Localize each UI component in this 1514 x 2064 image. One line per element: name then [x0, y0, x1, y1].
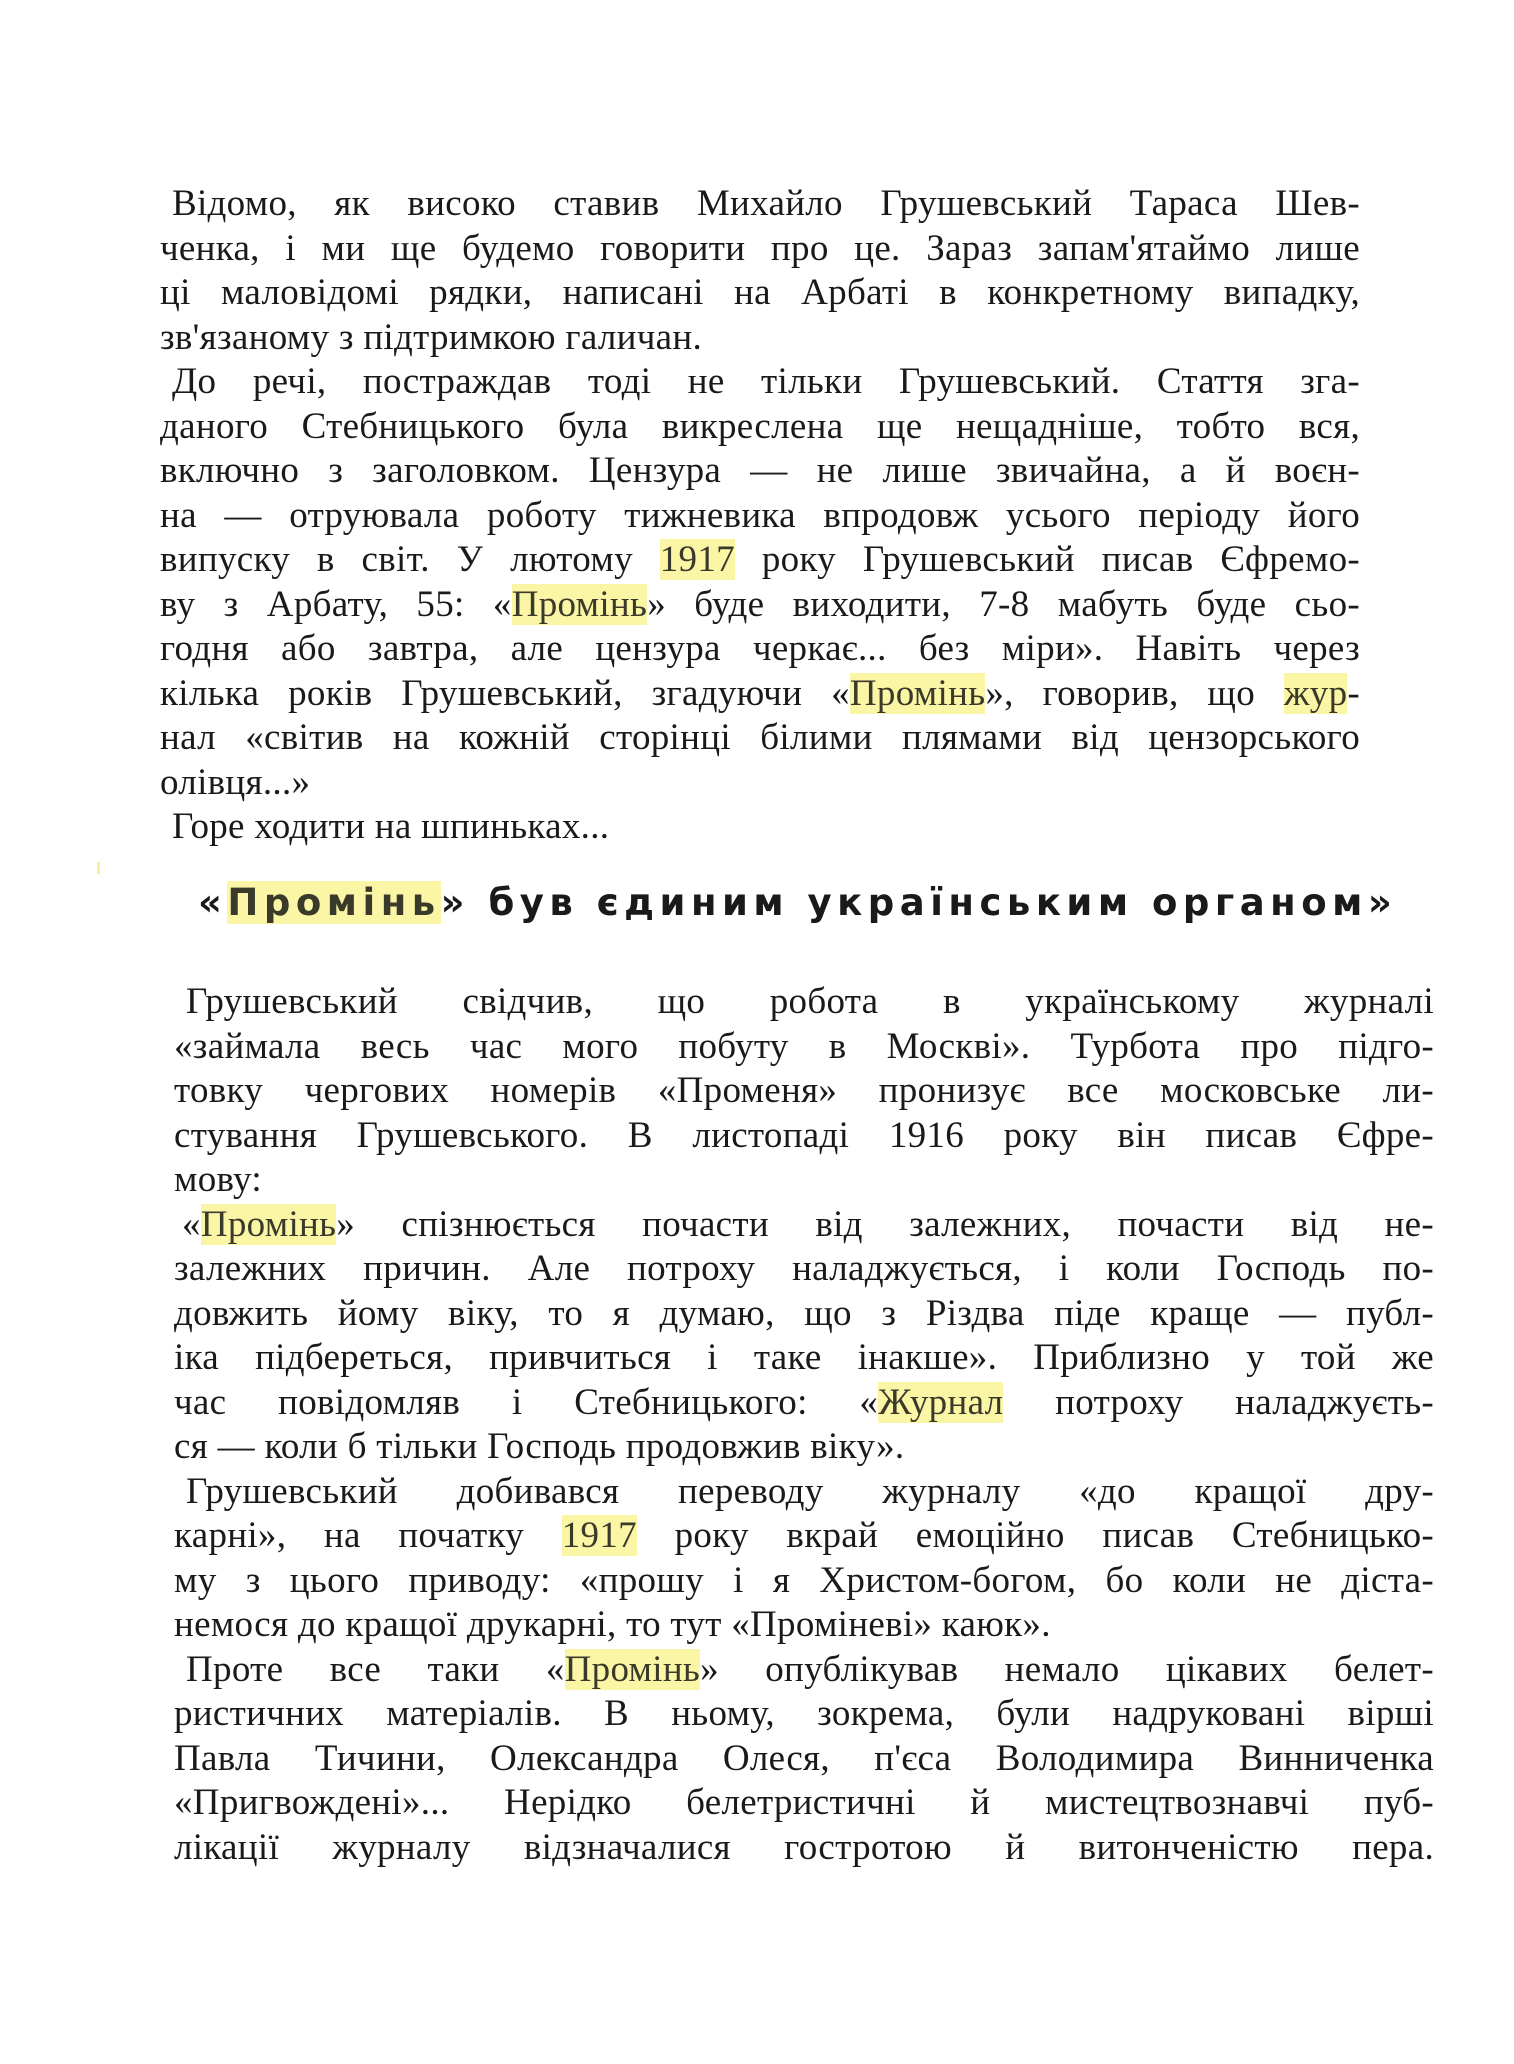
text-line: на — отруювала роботу тижневика впродовж усього періоду його — [160, 494, 1360, 536]
highlighted-term: жур — [1283, 672, 1348, 714]
text-line: годня або завтра, але цензура черкає... без міри». Навіть через — [160, 628, 1360, 669]
text-fragment: « — [182, 1203, 201, 1245]
text-fragment: », говорив, що — [985, 672, 1284, 714]
text-line: «Пригвождені»... Нерідко белетристичні й мистецтвознавчі пуб- — [174, 1782, 1434, 1823]
text-line: Павла Тичини, Олександра Олеся, п'єса Володимира Винниченка — [174, 1737, 1434, 1779]
highlighted-term: 1917 — [659, 539, 735, 580]
text-fragment: час повідомляв і Стебницького: « — [174, 1381, 879, 1423]
text-line: Грушевський свідчив, що робота в українському журналі — [186, 981, 1434, 1022]
bottom-text-block — [174, 980, 1434, 1870]
text-line: включно з заголовком. Цензура — не лише звичайна, а й воєн- — [160, 450, 1360, 491]
text-line: ристичних матеріалів. В ньому, зокрема, були надруковані вірші — [174, 1693, 1434, 1734]
highlighted-term: Промінь — [564, 1648, 701, 1690]
highlighted-term: Промінь — [200, 1203, 337, 1245]
text-line: іка підбереться, привчиться і таке інакше». Приблизно у той же — [174, 1337, 1434, 1378]
text-line — [174, 1381, 1434, 1426]
text-fragment: » опублікував немало цікавих белет- — [700, 1648, 1434, 1690]
text-line: довжить йому віку, то я думаю, що з Різдва піде краще — публ- — [174, 1292, 1434, 1334]
text-line: ченка, і ми ще будемо говорити про це. Зараз запам'ятаймо лише — [160, 227, 1360, 269]
text-fragment: » буде виходити, 7-8 мабуть буде сьо- — [647, 583, 1361, 625]
text-line: ся — коли б тільки Господь продовжив віку». — [174, 1426, 905, 1467]
text-line: лікації журналу відзначалися гостротою й витонченістю пера. — [174, 1826, 1434, 1868]
text-line: До речі, постраждав тоді не тільки Грушевський. Стаття зга- — [172, 361, 1360, 402]
text-line: му з цього приводу: «прошу і я Христом-богом, бо коли не діста- — [174, 1559, 1434, 1601]
text-line: олівця...» — [160, 761, 311, 803]
text-fragment: ву з Арбату, 55: « — [160, 583, 512, 625]
top-text-block — [160, 182, 1360, 850]
scan-speck — [97, 862, 100, 874]
highlighted-term: Журнал — [878, 1381, 1004, 1423]
text-fragment: карні», на початку — [174, 1515, 562, 1556]
text-line: Грушевський добивався переводу журналу «до кращої дру- — [186, 1470, 1434, 1512]
highlighted-term: Промінь — [227, 881, 441, 924]
text-line — [174, 1648, 1434, 1693]
text-line: стування Грушевського. В листопаді 1916 року він писав Єфре- — [174, 1114, 1434, 1156]
text-line: залежних причин. Але потроху наладжується, і коли Господь по- — [174, 1248, 1434, 1289]
text-fragment: року вкрай емоційно писав Стебницько- — [636, 1515, 1434, 1556]
highlighted-term: Промінь — [511, 583, 648, 625]
text-fragment: року Грушевський писав Єфремо- — [734, 539, 1360, 580]
text-line: «займала весь час мого побуту в Москві». Турбота про підго- — [174, 1025, 1434, 1067]
text-line — [174, 1203, 1434, 1248]
text-fragment: » спізнюється почасти від залежних, почасти від не- — [336, 1203, 1434, 1245]
text-line: товку чергових номерів «Променя» пронизує все московське ли- — [174, 1070, 1434, 1111]
text-line: мову: — [174, 1159, 262, 1200]
heading-quote: « — [198, 881, 228, 924]
text-line: зв'язаному з підтримкою галичан. — [160, 316, 703, 358]
text-line: даного Стебницького була викреслена ще нещадніше, тобто вся, — [160, 405, 1360, 447]
text-line: нал «світив на кожній сторінці білими плямами від цензорського — [160, 717, 1360, 758]
text-line — [160, 538, 1360, 583]
text-line — [174, 1514, 1434, 1559]
text-line — [160, 583, 1360, 628]
text-fragment: - — [1347, 672, 1360, 714]
highlighted-term: 1917 — [561, 1515, 637, 1556]
text-line: Відомо, як високо ставив Михайло Грушевський Тараса Шев- — [172, 183, 1360, 224]
text-line: немося до кращої друкарні, то тут «Проміневі» каюк». — [174, 1604, 1051, 1645]
text-fragment: потроху наладжуєть- — [1003, 1381, 1434, 1423]
text-line: Горе ходити на шпиньках... — [172, 806, 610, 847]
text-fragment: Проте все таки « — [186, 1648, 565, 1690]
text-line: ці маловідомі рядки, написані на Арбаті в конкретному випадку, — [160, 272, 1360, 313]
text-fragment: кілька років Грушевський, згадуючи « — [160, 672, 850, 714]
heading-rest: » був єдиним українським органом» — [440, 881, 1398, 924]
section-heading — [198, 878, 1398, 928]
text-line — [160, 672, 1360, 717]
text-fragment: випуску в світ. У лютому — [160, 539, 660, 580]
highlighted-term: Промінь — [849, 672, 986, 714]
